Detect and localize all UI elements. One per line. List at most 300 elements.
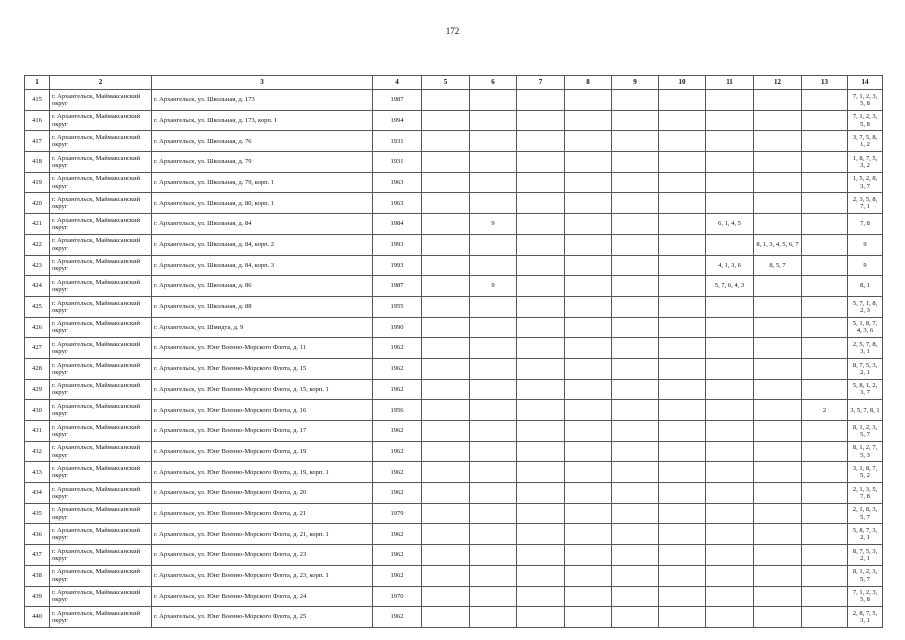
table-cell	[659, 607, 706, 628]
table-cell	[517, 152, 565, 173]
table-row	[25, 565, 883, 586]
table-cell: г. Архангельск, ул. Школьная, д. 76	[152, 131, 373, 152]
table-cell	[517, 358, 565, 379]
table-cell: 423	[25, 255, 50, 276]
table-cell	[706, 462, 754, 483]
table-cell	[706, 607, 754, 628]
table-cell	[517, 441, 565, 462]
table-cell: 431	[25, 421, 50, 442]
table-cell: г. Архангельск, ул. Юнг Военно-Морского Флота, д. 21, корп. 1	[152, 524, 373, 545]
table-row	[25, 400, 883, 421]
table-cell	[659, 358, 706, 379]
table-cell: 427	[25, 338, 50, 359]
table-cell: 419	[25, 172, 50, 193]
table-cell	[422, 172, 470, 193]
table-cell: 429	[25, 379, 50, 400]
table-cell: 2, 1, 8, 3, 5, 7	[848, 503, 883, 524]
table-cell	[517, 317, 565, 338]
table-cell: 1962	[373, 607, 422, 628]
table-cell	[612, 152, 659, 173]
table-cell	[754, 524, 802, 545]
table-cell	[659, 338, 706, 359]
table-cell	[659, 483, 706, 504]
table-cell	[612, 441, 659, 462]
table-cell: 1955	[373, 296, 422, 317]
table-cell	[422, 276, 470, 297]
table-cell	[754, 152, 802, 173]
table-cell	[470, 110, 517, 131]
table-cell	[422, 441, 470, 462]
table-cell: 1979	[373, 503, 422, 524]
table-cell: г. Архангельск, ул. Юнг Военно-Морского Флота, д. 15, корп. 1	[152, 379, 373, 400]
table-cell: 1993	[373, 234, 422, 255]
table-cell: г. Архангельск, Маймаксанский округ	[50, 441, 152, 462]
table-row	[25, 255, 883, 276]
table-cell: г. Архангельск, Маймаксанский округ	[50, 379, 152, 400]
table-cell: 7, 8	[848, 214, 883, 235]
column-header: 1	[25, 76, 50, 90]
table-cell: 5, 7, 1, 8, 2, 3	[848, 296, 883, 317]
table-cell	[706, 234, 754, 255]
table-cell: г. Архангельск, ул. Школьная, д. 79	[152, 152, 373, 173]
table-cell	[612, 586, 659, 607]
table-cell	[565, 296, 612, 317]
table-cell: 1962	[373, 565, 422, 586]
table-cell: г. Архангельск, ул. Юнг Военно-Морского Флота, д. 24	[152, 586, 373, 607]
table-cell	[517, 483, 565, 504]
table-row	[25, 296, 883, 317]
table-cell	[659, 503, 706, 524]
table-cell: 437	[25, 545, 50, 566]
table-cell: 1990	[373, 317, 422, 338]
table-row	[25, 379, 883, 400]
table-cell	[754, 338, 802, 359]
table-cell	[802, 586, 848, 607]
table-cell	[754, 586, 802, 607]
table-cell	[565, 214, 612, 235]
table-cell	[612, 296, 659, 317]
table-row	[25, 545, 883, 566]
table-cell	[802, 90, 848, 111]
table-cell: 1962	[373, 483, 422, 504]
table-cell	[802, 317, 848, 338]
table-cell	[754, 462, 802, 483]
table-cell: г. Архангельск, Маймаксанский округ	[50, 565, 152, 586]
table-cell: 1962	[373, 421, 422, 442]
table-cell: 435	[25, 503, 50, 524]
table-cell	[612, 234, 659, 255]
table-cell	[470, 586, 517, 607]
table-cell: г. Архангельск, Маймаксанский округ	[50, 131, 152, 152]
column-header: 6	[470, 76, 517, 90]
table-cell	[422, 255, 470, 276]
table-cell: г. Архангельск, Маймаксанский округ	[50, 524, 152, 545]
table-cell	[565, 545, 612, 566]
table-cell	[612, 193, 659, 214]
table-cell	[754, 400, 802, 421]
table-cell	[659, 193, 706, 214]
table-cell: 1931	[373, 131, 422, 152]
table-cell	[659, 379, 706, 400]
column-header: 10	[659, 76, 706, 90]
table-cell: 1, 5, 2, 8, 3, 7	[848, 172, 883, 193]
table-row	[25, 421, 883, 442]
table-row	[25, 586, 883, 607]
table-cell	[706, 441, 754, 462]
table-cell	[517, 421, 565, 442]
column-header: 7	[517, 76, 565, 90]
table-cell: 3, 5, 7, 8, 1	[848, 400, 883, 421]
table-cell: 6, 1, 4, 5	[706, 214, 754, 235]
table-cell: 434	[25, 483, 50, 504]
table-cell: г. Архангельск, ул. Юнг Военно-Морского Флота, д. 23, корп. 1	[152, 565, 373, 586]
table-cell	[517, 400, 565, 421]
table-cell: 1963	[373, 193, 422, 214]
table-cell: г. Архангельск, Маймаксанский округ	[50, 400, 152, 421]
table-cell	[659, 545, 706, 566]
table-row	[25, 234, 883, 255]
table-cell	[706, 317, 754, 338]
column-header: 14	[848, 76, 883, 90]
table-cell	[802, 276, 848, 297]
table-cell	[706, 110, 754, 131]
table-cell: 1962	[373, 358, 422, 379]
table-cell: 1962	[373, 545, 422, 566]
table-cell	[754, 565, 802, 586]
table-cell: г. Архангельск, Маймаксанский округ	[50, 545, 152, 566]
table-cell	[706, 586, 754, 607]
table-cell: г. Архангельск, Маймаксанский округ	[50, 296, 152, 317]
table-cell	[565, 607, 612, 628]
table-cell: 2, 1, 3, 5, 7, 8	[848, 483, 883, 504]
table-cell: г. Архангельск, ул. Шмидта, д. 9	[152, 317, 373, 338]
table-cell	[422, 193, 470, 214]
table-cell	[422, 358, 470, 379]
table-cell	[517, 545, 565, 566]
table-cell	[612, 400, 659, 421]
table-cell	[802, 255, 848, 276]
table-cell	[517, 586, 565, 607]
table-cell	[565, 358, 612, 379]
table-cell	[470, 317, 517, 338]
table-cell	[517, 131, 565, 152]
table-cell	[565, 483, 612, 504]
table-cell	[802, 214, 848, 235]
table-cell	[565, 524, 612, 545]
table-cell: 1993	[373, 255, 422, 276]
table-row	[25, 110, 883, 131]
table-cell	[754, 172, 802, 193]
table-cell: г. Архангельск, Маймаксанский округ	[50, 255, 152, 276]
table-cell	[470, 152, 517, 173]
table-cell: г. Архангельск, Маймаксанский округ	[50, 317, 152, 338]
table-cell	[802, 565, 848, 586]
table-cell: 438	[25, 565, 50, 586]
table-cell: 1, 8, 7, 5, 3, 2	[848, 152, 883, 173]
table-cell: 422	[25, 234, 50, 255]
table-cell	[659, 110, 706, 131]
table-cell	[470, 234, 517, 255]
table-cell	[422, 90, 470, 111]
table-row	[25, 607, 883, 628]
table-cell	[422, 131, 470, 152]
table-cell	[612, 214, 659, 235]
table-cell	[470, 545, 517, 566]
table-cell	[706, 524, 754, 545]
table-cell	[706, 545, 754, 566]
table-cell	[470, 565, 517, 586]
table-cell	[565, 193, 612, 214]
table-cell	[612, 545, 659, 566]
table-cell	[517, 193, 565, 214]
table-cell	[802, 172, 848, 193]
table-cell: г. Архангельск, ул. Юнг Военно-Морского Флота, д. 25	[152, 607, 373, 628]
table-cell: 5, 8, 1, 2, 3, 7	[848, 379, 883, 400]
table-cell: 1963	[373, 172, 422, 193]
table-cell	[754, 276, 802, 297]
table-cell	[422, 152, 470, 173]
table-cell: г. Архангельск, ул. Юнг Военно-Морского Флота, д. 20	[152, 483, 373, 504]
table-cell: г. Архангельск, ул. Юнг Военно-Морского Флота, д. 11	[152, 338, 373, 359]
table-cell: 1970	[373, 586, 422, 607]
table-cell	[470, 131, 517, 152]
table-cell: г. Архангельск, Маймаксанский округ	[50, 338, 152, 359]
table-cell: 8, 1, 3, 4, 5, 6, 7	[754, 234, 802, 255]
table-cell: 5, 7, 6, 4, 3	[706, 276, 754, 297]
table-cell: г. Архангельск, Маймаксанский округ	[50, 421, 152, 442]
table-cell: 1987	[373, 276, 422, 297]
table-row	[25, 524, 883, 545]
table-cell	[802, 483, 848, 504]
table-cell	[659, 400, 706, 421]
table-cell	[612, 276, 659, 297]
table-cell	[706, 296, 754, 317]
table-cell: г. Архангельск, Маймаксанский округ	[50, 214, 152, 235]
table-cell	[659, 421, 706, 442]
table-cell: 8, 5, 7	[754, 255, 802, 276]
table-cell	[802, 441, 848, 462]
table-cell	[754, 296, 802, 317]
table-cell	[659, 441, 706, 462]
table-cell: 1962	[373, 441, 422, 462]
table-cell	[517, 110, 565, 131]
table-row	[25, 172, 883, 193]
table-cell	[612, 421, 659, 442]
table-cell	[802, 379, 848, 400]
table-cell	[612, 317, 659, 338]
table-cell: 424	[25, 276, 50, 297]
table-cell: 9	[848, 234, 883, 255]
table-cell: 8, 1, 2, 7, 5, 3	[848, 441, 883, 462]
table-cell	[706, 90, 754, 111]
table-cell: г. Архангельск, ул. Школьная, д. 88	[152, 296, 373, 317]
table-cell	[802, 421, 848, 442]
table-cell	[802, 193, 848, 214]
table-cell	[706, 152, 754, 173]
table-cell: 433	[25, 462, 50, 483]
table-cell: 3, 1, 8, 7, 5, 2	[848, 462, 883, 483]
table-cell: 425	[25, 296, 50, 317]
table-cell: 440	[25, 607, 50, 628]
table-cell: г. Архангельск, Маймаксанский округ	[50, 193, 152, 214]
table-cell: г. Архангельск, ул. Юнг Военно-Морского Флота, д. 19, корп. 1	[152, 462, 373, 483]
table-cell	[565, 462, 612, 483]
table-cell	[706, 172, 754, 193]
table-cell	[470, 172, 517, 193]
table-cell	[754, 503, 802, 524]
table-cell	[659, 524, 706, 545]
table-row	[25, 441, 883, 462]
table-cell	[754, 90, 802, 111]
column-header: 9	[612, 76, 659, 90]
table-cell	[802, 110, 848, 131]
table-cell	[754, 193, 802, 214]
table-cell	[754, 110, 802, 131]
table-cell: 2, 3, 5, 8, 7, 1	[848, 193, 883, 214]
table-cell	[659, 214, 706, 235]
table-cell	[612, 172, 659, 193]
table-row	[25, 131, 883, 152]
table-cell	[706, 358, 754, 379]
table-cell: г. Архангельск, Маймаксанский округ	[50, 503, 152, 524]
table-cell: г. Архангельск, ул. Юнг Военно-Морского Флота, д. 19	[152, 441, 373, 462]
table-cell: 5, 8, 7, 3, 2, 1	[848, 524, 883, 545]
table-cell	[612, 358, 659, 379]
table-cell: г. Архангельск, ул. Школьная, д. 84	[152, 214, 373, 235]
table-cell: 436	[25, 524, 50, 545]
table-cell	[470, 255, 517, 276]
table-cell: 3, 7, 5, 8, 1, 2	[848, 131, 883, 152]
table-cell: 2, 8, 7, 5, 3, 1	[848, 607, 883, 628]
table-cell: 7, 1, 2, 3, 5, 8	[848, 586, 883, 607]
table-cell	[754, 483, 802, 504]
table-cell	[422, 545, 470, 566]
table-row	[25, 483, 883, 504]
table-cell	[422, 607, 470, 628]
table-cell	[706, 193, 754, 214]
table-cell	[612, 565, 659, 586]
table-cell	[754, 214, 802, 235]
table-cell	[422, 379, 470, 400]
table-cell	[612, 379, 659, 400]
table-cell: 420	[25, 193, 50, 214]
table-cell: 9	[848, 255, 883, 276]
table-cell	[565, 379, 612, 400]
table-cell: 7, 1, 2, 3, 5, 8	[848, 110, 883, 131]
column-header: 2	[50, 76, 152, 90]
table-row	[25, 193, 883, 214]
table-cell	[659, 586, 706, 607]
table-cell: 7, 1, 2, 3, 5, 8	[848, 90, 883, 111]
table-cell	[422, 214, 470, 235]
header-row	[25, 76, 883, 90]
table-cell	[659, 462, 706, 483]
table-cell: 1962	[373, 462, 422, 483]
table-row	[25, 503, 883, 524]
table-cell	[517, 276, 565, 297]
table-cell: 417	[25, 131, 50, 152]
table-cell	[470, 358, 517, 379]
table-cell	[565, 421, 612, 442]
table-cell	[470, 400, 517, 421]
table-cell	[422, 296, 470, 317]
table-cell: г. Архангельск, Маймаксанский округ	[50, 152, 152, 173]
table-cell: г. Архангельск, ул. Школьная, д. 86	[152, 276, 373, 297]
table-cell: г. Архангельск, Маймаксанский округ	[50, 586, 152, 607]
column-header: 3	[152, 76, 373, 90]
table-cell	[802, 524, 848, 545]
table-cell: г. Архангельск, ул. Юнг Военно-Морского Флота, д. 15	[152, 358, 373, 379]
table-cell	[422, 400, 470, 421]
table-cell	[802, 338, 848, 359]
table-row	[25, 90, 883, 111]
table-row	[25, 358, 883, 379]
table-cell	[565, 152, 612, 173]
table-cell: 415	[25, 90, 50, 111]
table-cell	[659, 565, 706, 586]
table-cell	[659, 152, 706, 173]
table-cell	[659, 317, 706, 338]
table-cell: 8, 7, 5, 3, 2, 1	[848, 358, 883, 379]
table-cell	[802, 545, 848, 566]
table-cell	[517, 607, 565, 628]
table-cell	[470, 90, 517, 111]
table-row	[25, 276, 883, 297]
table-body	[25, 90, 883, 628]
table-cell	[422, 234, 470, 255]
table-cell: 1984	[373, 214, 422, 235]
table-cell	[659, 172, 706, 193]
table-cell	[706, 400, 754, 421]
table-cell	[565, 441, 612, 462]
table-cell	[565, 503, 612, 524]
table-cell: г. Архангельск, ул. Юнг Военно-Морского Флота, д. 17	[152, 421, 373, 442]
table-cell	[612, 524, 659, 545]
table-cell	[754, 131, 802, 152]
table-cell	[565, 234, 612, 255]
table-cell: г. Архангельск, Маймаксанский округ	[50, 234, 152, 255]
table-cell: 8, 1	[848, 276, 883, 297]
table-cell: 1962	[373, 524, 422, 545]
table-row	[25, 214, 883, 235]
table-cell	[565, 338, 612, 359]
table-cell	[706, 421, 754, 442]
table-cell	[565, 400, 612, 421]
table-cell	[612, 90, 659, 111]
table-cell: 8, 1, 2, 3, 5, 7	[848, 421, 883, 442]
table-cell	[706, 131, 754, 152]
column-header: 13	[802, 76, 848, 90]
table-cell	[422, 565, 470, 586]
table-cell	[706, 379, 754, 400]
table-cell	[802, 131, 848, 152]
table-cell: г. Архангельск, Маймаксанский округ	[50, 90, 152, 111]
table-cell	[517, 255, 565, 276]
table-cell	[470, 607, 517, 628]
table-cell	[565, 110, 612, 131]
table-cell: 1994	[373, 110, 422, 131]
table-cell	[517, 565, 565, 586]
table-cell	[612, 607, 659, 628]
table-cell	[422, 338, 470, 359]
table-cell	[470, 296, 517, 317]
data-table	[24, 75, 883, 628]
table-cell	[802, 296, 848, 317]
table-cell: 416	[25, 110, 50, 131]
table-cell	[754, 421, 802, 442]
table-cell	[565, 90, 612, 111]
table-cell	[517, 296, 565, 317]
